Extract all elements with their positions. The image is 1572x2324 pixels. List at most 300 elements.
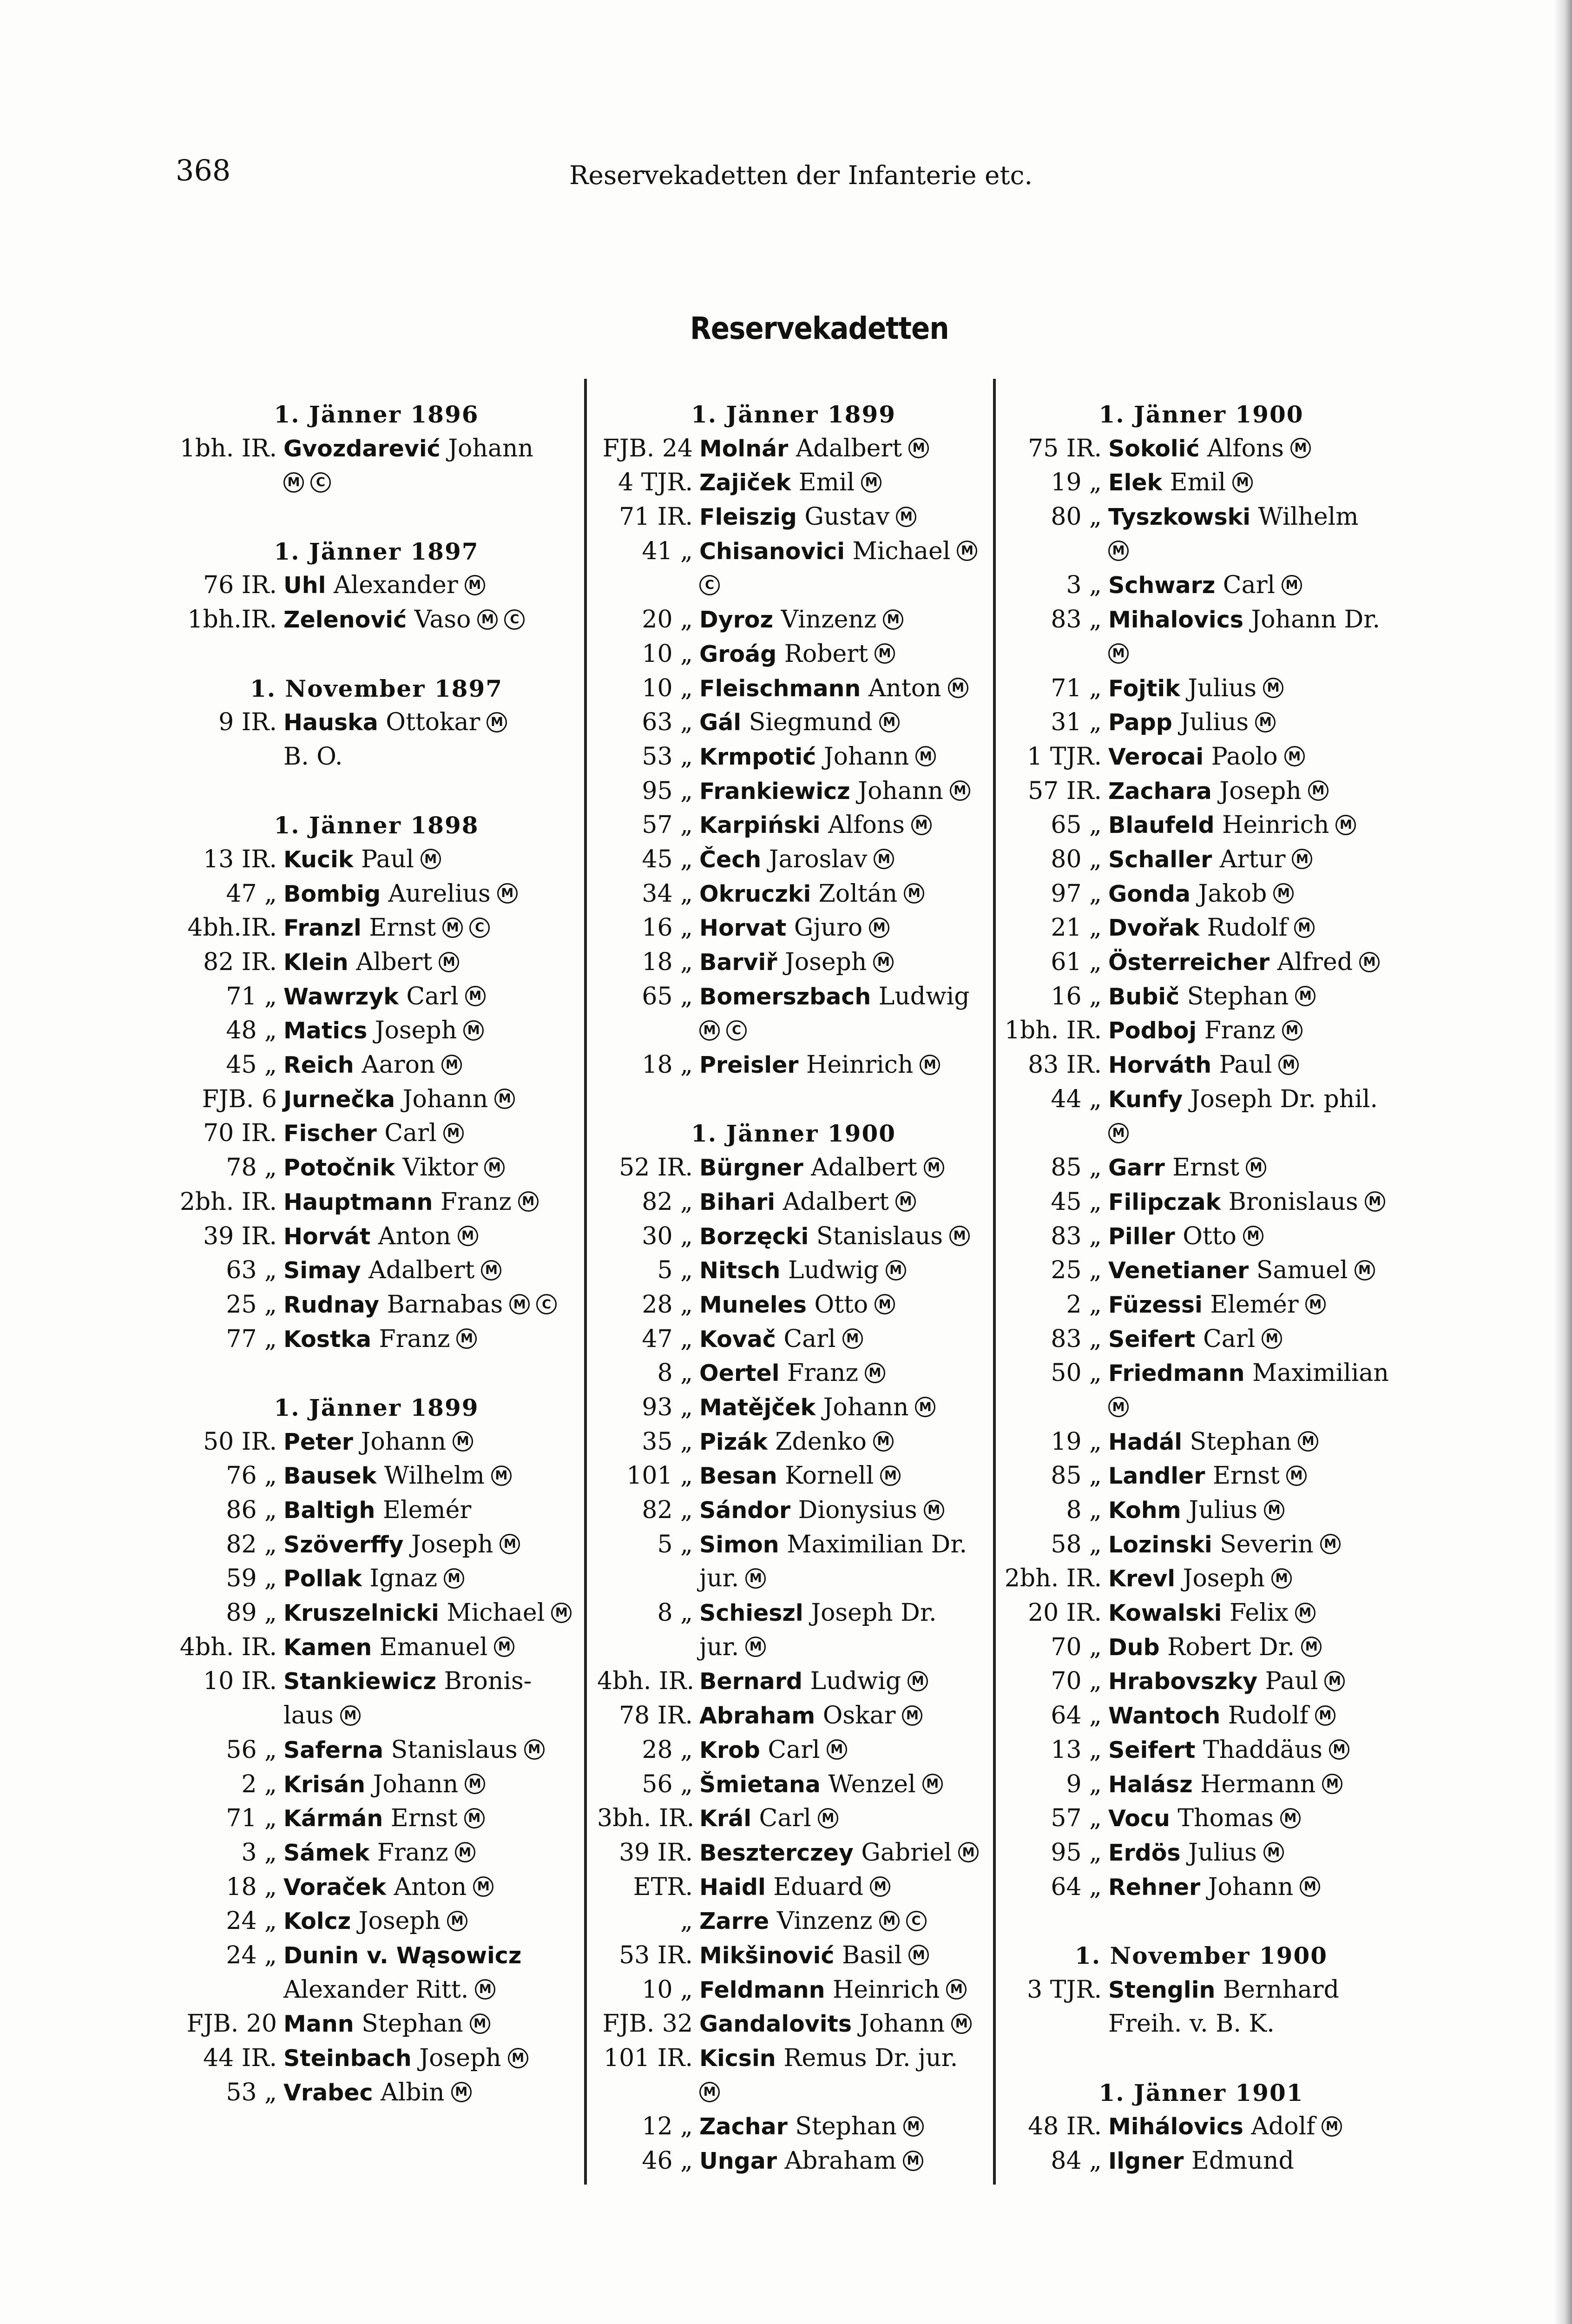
cadet-name [283, 1220, 478, 1254]
surname: Stenglin [1108, 1976, 1216, 2003]
roster-entry [177, 1562, 576, 1596]
unit-designation: 2 „ [241, 1770, 277, 1798]
unit-designation: 48 IR. [1028, 2113, 1102, 2141]
cadet-name [1108, 535, 1129, 569]
given-name: Vinzenz [769, 1907, 873, 1935]
surname: Potočnik [283, 1155, 395, 1182]
roster-entry [597, 1768, 990, 1802]
unit-designation: 4bh. IR. [597, 1667, 695, 1696]
circled-m-icon: M [456, 1328, 477, 1349]
surname: Steinbach [283, 2045, 412, 2072]
circled-m-icon: M [870, 1876, 890, 1897]
column-divider [584, 379, 587, 2185]
cadet-name [283, 980, 486, 1014]
given-name: Felix [1222, 1599, 1289, 1627]
cadet-name [283, 1493, 471, 1528]
given-name: Aurelius [381, 879, 491, 908]
cadet-name [283, 1014, 484, 1048]
circled-m-icon: M [444, 1568, 464, 1589]
roster-entry [1004, 1596, 1399, 1631]
circled-m-icon: M [455, 1842, 475, 1862]
unit-designation: 21 „ [1051, 914, 1102, 942]
given-name: Johann [816, 1393, 909, 1421]
given-name: Alfred [1269, 948, 1353, 976]
cadet-name [699, 1356, 885, 1391]
circled-m-icon: M [458, 1226, 478, 1246]
given-name: Adalbert [803, 1154, 917, 1182]
unit-designation: 5 „ [657, 1256, 693, 1285]
given-name: Stanislaus [383, 1736, 518, 1764]
cadet-name [1108, 1014, 1302, 1048]
cadet-name [1108, 1870, 1320, 1905]
surname: Zachara [1108, 778, 1212, 805]
given-name: Paolo [1204, 742, 1278, 771]
surname: Bombig [283, 880, 381, 907]
given-name: Stanislaus [809, 1222, 943, 1250]
cadet-name [699, 1288, 895, 1322]
cadet-name [699, 432, 929, 466]
cadet-name [1108, 1391, 1129, 1425]
roster-entry [177, 1322, 576, 1357]
cadet-name [1108, 1254, 1375, 1288]
circled-m-icon: M [1305, 1294, 1326, 1314]
circled-m-icon: M [1355, 1260, 1375, 1281]
given-name: Wilhelm [376, 1462, 485, 1490]
surname: Filipczak [1108, 1188, 1221, 1215]
given-name: Ernst [1205, 1462, 1280, 1490]
unit-designation: 61 „ [1051, 948, 1102, 976]
unit-designation: 58 „ [1051, 1530, 1102, 1558]
given-name: Anton [861, 674, 941, 702]
given-name: Abraham [776, 2147, 897, 2175]
surname: Krisán [283, 1771, 366, 1798]
cadet-name [1108, 1733, 1349, 1768]
page-title: Reservekadetten [690, 310, 949, 346]
given-name: Ludwig [780, 1256, 879, 1285]
surname: Friedmann [1108, 1360, 1245, 1387]
circled-m-icon: M [340, 1705, 361, 1726]
unit-designation: 3bh. IR. [597, 1804, 695, 1833]
surname: Wawrzyk [283, 983, 399, 1010]
circled-m-icon: M [464, 1808, 485, 1829]
roster-entry [597, 1425, 990, 1459]
given-name: Joseph [411, 2044, 501, 2072]
circled-m-icon: M [1298, 1431, 1318, 1452]
roster-entry [1004, 500, 1399, 535]
circled-m-icon: M [902, 1705, 922, 1726]
unit-designation: 28 „ [642, 1736, 693, 1764]
unit-designation: 3 „ [241, 1838, 277, 1867]
given-name: Zdenko [767, 1427, 867, 1456]
circled-c-icon: C [310, 472, 331, 493]
roster-entry [597, 2007, 990, 2041]
surname: Kolcz [283, 1908, 351, 1935]
unit-designation: 10 „ [642, 674, 693, 702]
circled-m-icon: M [1284, 746, 1305, 766]
cadet-name [1108, 637, 1129, 672]
unit-designation: 19 „ [1051, 1427, 1102, 1456]
cadet-name [699, 1699, 922, 1733]
surname: Zachar [699, 2113, 788, 2140]
cadet-name [283, 1288, 557, 1322]
section-heading: 1. Jänner 1897 [274, 537, 479, 565]
cadet-name [1108, 1083, 1378, 1117]
circled-m-icon: M [1324, 1671, 1345, 1691]
roster-entry [177, 980, 576, 1014]
roster-entry [597, 1288, 990, 1322]
unit-designation: 95 „ [642, 777, 693, 805]
surname: Mikšinović [699, 1942, 835, 1969]
roster-entry [1004, 1493, 1399, 1528]
circled-m-icon: M [865, 1363, 885, 1383]
circled-m-icon: M [1300, 1876, 1320, 1897]
unit-designation: 71 „ [226, 1804, 277, 1833]
given-name: Elemér [1202, 1290, 1299, 1319]
circled-m-icon: M [1290, 438, 1311, 458]
roster-entry [1004, 1425, 1399, 1459]
roster-entry [597, 1048, 990, 1083]
surname: Wantoch [1108, 1703, 1221, 1730]
surname: Garr [1108, 1155, 1165, 1182]
cadet-name [699, 1802, 838, 1836]
unit-designation: 39 IR. [619, 1838, 693, 1867]
surname: Österreicher [1108, 949, 1270, 976]
given-name: Vinzenz [773, 606, 877, 634]
surname: Seifert [1108, 1326, 1196, 1353]
unit-designation: 59 „ [226, 1565, 277, 1593]
given-name: Adalbert [788, 434, 902, 462]
roster-entry [597, 2110, 990, 2144]
unit-designation: 82 „ [642, 1188, 693, 1216]
cadet-name [699, 603, 903, 637]
unit-designation: 24 „ [226, 1941, 277, 1969]
surname: Pizák [699, 1428, 768, 1455]
cadet-name [699, 1664, 928, 1699]
given-name: Paul [353, 845, 414, 873]
surname: Kruszelnicki [283, 1600, 439, 1627]
circled-m-icon: M [1320, 1534, 1341, 1554]
cadet-name [283, 1083, 515, 1117]
circled-m-icon: M [518, 1191, 539, 1212]
unit-designation: 12 „ [642, 2113, 693, 2141]
unit-designation: 10 „ [642, 1975, 693, 2004]
surname: Besan [699, 1463, 777, 1490]
given-name: Bronis- [436, 1667, 532, 1696]
given-name: Joseph [403, 1530, 493, 1558]
cadet-name [699, 1939, 929, 1973]
page-edge [1553, 0, 1572, 2324]
cadet-name [283, 2041, 528, 2076]
cadet-name [699, 1151, 944, 1185]
roster-entry [177, 740, 576, 774]
cadet-name [1108, 1116, 1129, 1151]
unit-designation: 97 „ [1051, 879, 1102, 908]
roster-entry [177, 1220, 576, 1254]
circled-m-icon: M [465, 575, 485, 595]
circled-c-icon: C [726, 1020, 747, 1041]
cadet-name [283, 1562, 464, 1596]
cadet-name [1108, 843, 1312, 877]
circled-m-icon: M [1108, 643, 1129, 664]
given-name: Ottokar [378, 708, 480, 737]
circled-m-icon: M [908, 438, 929, 458]
roster-entry [1004, 945, 1399, 980]
unit-designation: 10 IR. [203, 1667, 277, 1696]
circled-m-icon: M [879, 712, 900, 733]
surname: Kostka [283, 1326, 372, 1353]
cadet-name [1108, 774, 1329, 809]
circled-m-icon: M [491, 1466, 512, 1486]
roster-entry [597, 980, 990, 1014]
circled-m-icon: M [957, 541, 977, 561]
cadet-name [283, 1939, 521, 1973]
roster-entry [597, 2076, 990, 2110]
given-name: Artur [1212, 845, 1286, 873]
roster-entry [597, 1870, 990, 1905]
roster-entry [177, 1631, 576, 1665]
unit-designation: 1 TJR. [1027, 742, 1102, 771]
cadet-name [1108, 740, 1305, 774]
given-name: Michael [845, 537, 951, 565]
unit-designation: 83 „ [1051, 606, 1102, 634]
circled-m-icon: M [463, 1020, 484, 1041]
unit-designation: 65 „ [642, 982, 693, 1010]
roster-entry [1004, 1014, 1399, 1048]
given-name: Heinrich [798, 1051, 914, 1079]
circled-m-icon: M [908, 1671, 928, 1691]
roster-entry [1004, 774, 1399, 809]
circled-m-icon: M [1264, 1500, 1284, 1520]
cadet-name [699, 1733, 847, 1768]
roster-entry [177, 1836, 576, 1870]
cadet-name [699, 1768, 943, 1802]
roster-entry [177, 568, 576, 603]
surname: Hauska [283, 709, 378, 736]
surname: Bürgner [699, 1155, 803, 1182]
roster-entry [1004, 1083, 1399, 1117]
column-divider [993, 379, 996, 2185]
cadet-name [1108, 432, 1311, 466]
surname: Dyroz [699, 607, 773, 634]
section-heading: 1. Jänner 1900 [691, 1120, 896, 1148]
circled-m-icon: M [442, 918, 463, 938]
surname: Abraham [699, 1703, 816, 1730]
given-name: Otto [1175, 1222, 1237, 1250]
circled-m-icon: M [903, 2151, 923, 2171]
surname: Ungar [699, 2148, 777, 2175]
cadet-name [699, 1254, 906, 1288]
roster-entry [1004, 1185, 1399, 1220]
unit-designation: 57 „ [642, 811, 693, 839]
circled-m-icon: M [874, 849, 894, 869]
roster-entry [597, 843, 990, 877]
surname: Krob [699, 1736, 760, 1763]
surname: Landler [1108, 1463, 1205, 1490]
unit-designation: 76 „ [226, 1462, 277, 1490]
circled-m-icon: M [886, 1260, 906, 1281]
given-name: Johann [365, 1770, 459, 1798]
roster-entry [597, 1185, 990, 1220]
cadet-name [699, 980, 970, 1014]
unit-designation: 48 „ [226, 1017, 277, 1045]
given-name: Carl [751, 1804, 811, 1833]
given-name: Ernst [383, 1804, 458, 1833]
unit-designation: 50 IR. [203, 1427, 277, 1456]
given-name: Stephan [787, 2113, 897, 2141]
circled-m-icon: M [842, 1328, 863, 1349]
column-1 [177, 397, 576, 2110]
cadet-name [1108, 1562, 1292, 1596]
unit-designation: 86 „ [226, 1496, 277, 1524]
surname: Dvořak [1108, 915, 1200, 942]
circled-m-icon: M [494, 1637, 514, 1657]
roster-entry [597, 1939, 990, 1973]
unit-designation: 83 IR. [1028, 1051, 1102, 1079]
roster-entry [177, 706, 576, 740]
unit-designation: 83 „ [1051, 1222, 1102, 1250]
unit-designation: 10 „ [642, 640, 693, 668]
circled-m-icon: M [473, 1876, 493, 1897]
given-name: Rudolf [1199, 914, 1288, 942]
surname: Oertel [699, 1360, 780, 1387]
unit-designation: 41 „ [642, 537, 693, 565]
roster-entry [177, 1596, 576, 1631]
cadet-name [283, 1425, 473, 1459]
cadet-name [283, 1733, 545, 1768]
roster-entry [1004, 535, 1399, 569]
circled-m-icon: M [911, 815, 932, 835]
circled-m-icon: M [439, 952, 459, 972]
section-heading: 1. Jänner 1900 [1098, 401, 1304, 428]
circled-m-icon: M [1271, 1568, 1292, 1589]
surname: Karpiński [699, 812, 821, 839]
unit-designation: 1bh. IR. [179, 434, 277, 462]
given-name: Wenzel [820, 1770, 916, 1798]
roster-entry [597, 1014, 990, 1048]
circled-m-icon: M [818, 1808, 838, 1829]
roster-entry [597, 1528, 990, 1562]
given-name: jur. [699, 1565, 739, 1593]
roster-entry [177, 877, 576, 911]
given-name: Johann [850, 777, 943, 805]
given-name: Johann Dr. [1243, 606, 1380, 634]
roster-entry [177, 1973, 576, 2007]
surname: Tyszkowski [1108, 504, 1250, 531]
surname: Beszterczey [699, 1839, 854, 1866]
unit-designation: 45 „ [1051, 1188, 1102, 1216]
given-name: Joseph [351, 1907, 441, 1935]
surname: Muneles [699, 1291, 807, 1318]
circled-m-icon: M [1359, 952, 1380, 972]
roster-entry [1004, 1768, 1399, 1802]
roster-entry [1004, 1528, 1399, 1562]
roster-entry [597, 1493, 990, 1528]
surname: Schaller [1108, 846, 1212, 873]
cadet-name [699, 808, 932, 843]
cadet-name [1108, 2144, 1294, 2179]
given-name: Carl [776, 1325, 836, 1353]
given-name: Emanuel [372, 1633, 488, 1661]
given-name: Joseph [1211, 777, 1302, 805]
given-name: Michael [439, 1599, 545, 1627]
cadet-name [283, 432, 533, 466]
cadet-name [283, 1904, 467, 1939]
given-name: Robert [776, 640, 868, 668]
circled-m-icon: M [922, 1774, 943, 1794]
unit-designation: 39 IR. [203, 1222, 277, 1250]
cadet-name [699, 1048, 940, 1083]
unit-designation: 16 „ [1051, 982, 1102, 1010]
unit-designation: 71 „ [226, 982, 277, 1010]
roster-entry [1004, 2007, 1399, 2041]
roster-entry [1004, 2110, 1399, 2144]
circled-m-icon: M [946, 1979, 967, 2000]
surname: Franzl [283, 915, 362, 942]
cadet-name [699, 1596, 937, 1631]
given-name: Johann [1200, 1873, 1294, 1901]
cadet-name [1108, 1664, 1345, 1699]
circled-m-icon: M [1294, 918, 1315, 938]
given-name: Johann [353, 1427, 447, 1456]
roster-entry [597, 808, 990, 843]
cadet-name [699, 1836, 979, 1870]
surname: Hauptmann [283, 1188, 433, 1215]
section-spacer [597, 1083, 990, 1117]
circled-m-icon: M [1301, 1637, 1322, 1657]
unit-designation: 53 „ [642, 742, 693, 771]
roster-entry [177, 2076, 576, 2110]
roster-entry [1004, 1631, 1399, 1665]
circled-m-icon: M [1322, 1774, 1342, 1794]
surname: Jurnečka [283, 1086, 395, 1113]
roster-entry [597, 1596, 990, 1631]
cadet-name [699, 466, 881, 500]
cadet-name [1108, 1631, 1322, 1665]
circled-m-icon: M [915, 746, 936, 766]
cadet-name [1108, 2007, 1275, 2041]
surname: Hadál [1108, 1428, 1183, 1455]
given-name: Gustav [796, 503, 890, 531]
cadet-name [1108, 1493, 1284, 1528]
given-name: Franz [1197, 1017, 1276, 1045]
circled-m-icon: M [470, 2014, 490, 2034]
roster-entry [1004, 1562, 1399, 1596]
unit-designation: 13 IR. [203, 845, 277, 873]
roster-entry [1004, 2144, 1399, 2179]
cadet-name [1108, 1220, 1263, 1254]
surname: Preisler [699, 1052, 799, 1079]
unit-designation: 83 „ [1051, 1325, 1102, 1353]
roster-entry [1004, 1116, 1399, 1151]
circled-m-icon: M [924, 1500, 944, 1520]
unit-designation: 63 „ [226, 1256, 277, 1285]
roster-entry [597, 774, 990, 809]
cadet-name [1108, 603, 1380, 637]
given-name: Hermann [1192, 1770, 1316, 1798]
surname: Fleiszig [699, 504, 797, 531]
cadet-name [1108, 1356, 1389, 1391]
given-name: Adolf [1243, 2113, 1315, 2141]
circled-m-icon: M [465, 986, 486, 1006]
cadet-name [699, 1973, 967, 2007]
unit-designation: 93 „ [642, 1393, 693, 1421]
roster-entry [1004, 808, 1399, 843]
roster-entry [177, 911, 576, 945]
surname: Gál [699, 709, 742, 736]
surname: Schieszl [699, 1600, 803, 1627]
surname: Vocu [1108, 1805, 1170, 1832]
given-name: Carl [376, 1119, 437, 1148]
